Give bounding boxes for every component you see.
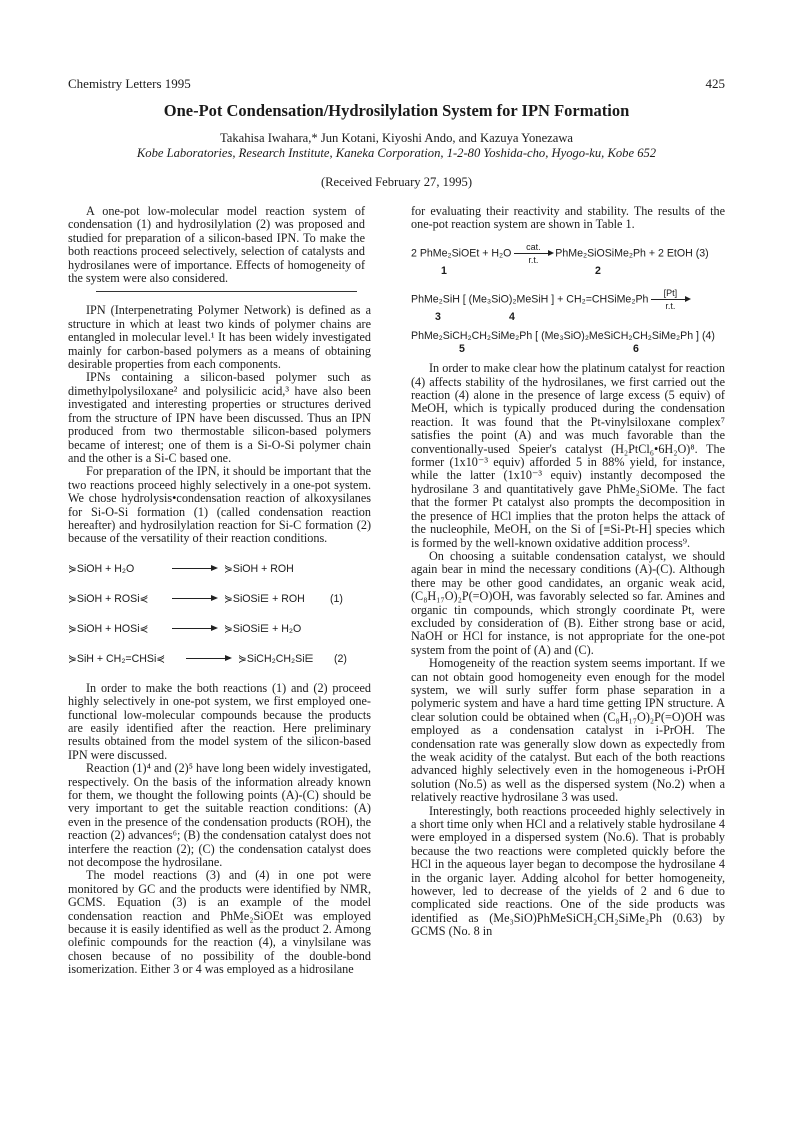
scheme-row xyxy=(68,584,371,614)
compound-label: 2 xyxy=(595,264,601,277)
scheme-lhs: ⋟SiOH + HOSi⋞ xyxy=(68,622,149,635)
scheme-row xyxy=(68,644,371,674)
scheme-row xyxy=(68,614,371,644)
arrow-icon xyxy=(172,568,216,569)
arrow-icon xyxy=(651,299,689,300)
eq4-arrow-bottom: r.t. xyxy=(665,300,676,311)
compound-label: 1 xyxy=(441,264,447,277)
scheme-lhs: ⋟SiOH + ROSi⋞ xyxy=(68,592,149,605)
eq3-arrow-bottom: r.t. xyxy=(528,254,539,265)
equation-3 xyxy=(411,242,725,278)
eq3-rhs: PhMe₂SiOSiMe₂Ph + 2 EtOH xyxy=(555,247,693,260)
right-column xyxy=(411,205,725,939)
paragraph: In order to make clear how the platinum catalyst for reaction (4) affects stability of the hydrosilanes, we first carried out the reaction (4) alone in the presence of large excess (5 equiv) of MeOH, which is typically produced during the condensation reaction. It was found that the Pt-vinylsiloxane complex⁷ satisfies the point (A) and was much favorable than the conventionally-used Speier's catalyst (H₂PtCl₆•6H₂O)⁸. The former (1x10⁻³ equiv) afforded 5 in 88% yield, for instance, while the latter (1x10⁻³ equiv) instantly decomposed the hydrosilane 3 and quantitatively gave PhMe₂SiOMe. The fact that the former Pt catalyst also prompts the decomposition in the presence of HCl implies that the proton helps the attack of the nucleophile, MeOH, on the Si of [≡Si-Pt-H] species which is formed by the well-known oxidative addition process⁹. xyxy=(411,361,725,550)
eq3-arrow-top: cat. xyxy=(526,241,541,252)
scheme-lhs: ⋟SiOH + H₂O xyxy=(68,562,135,575)
paragraph: IPNs containing a silicon-based polymer such as dimethylpolysiloxane² and polysilicic acid,³ have also been investigated and interesting properties or structures derived from the structure of IPN have been discussed. Thus an IPN produced from two thermostable silicon-based polymers became of interest; one of them is a Si-O-Si polymer chain and the other is a Si-C based one. xyxy=(68,370,371,465)
scheme-rhs: ⋟SiOSi⋿ + ROH xyxy=(224,592,305,605)
left-column xyxy=(68,205,371,977)
scheme-rhs: ⋟SiOH + ROH xyxy=(224,562,294,575)
equation-number: (3) xyxy=(695,247,709,260)
compound-label: 5 xyxy=(459,343,465,356)
eq4-arrow xyxy=(651,288,689,311)
paragraph: The model reactions (3) and (4) in one pot were monitored by GC and the products were identified by NMR, GCMS. Equation (3) is an example of the model condensation reaction and PhMe₂SiOEt was employed because it is easily identified as well as the product 2. Among olefinic compounds for the reaction (4), a vinylsilane was chosen because of no possibility of the double-bond isomerization. Either 3 or 4 was employed as a hidrosilane xyxy=(68,868,371,977)
equation-number: (4) xyxy=(701,329,715,342)
paper-title: One-Pot Condensation/Hydrosilylation System for IPN Formation xyxy=(163,101,630,120)
arrow-icon xyxy=(172,598,216,599)
paragraph: Reaction (1)⁴ and (2)⁵ have long been widely investigated, respectively. On the basis of the information already known for them, we thought the following points (A)-(C) should be very important to get the suitable reaction conditions: (A) even in the presence of the condensation products (ROH), the reaction (2) advances⁶; (B) the condensation catalyst does not interfere the reaction (2); (C) the condensation catalyst does not decompose the hydrosilane. xyxy=(68,761,371,870)
eq4-arrow-top: [Pt] xyxy=(663,287,678,298)
paragraph: On choosing a suitable condensation catalyst, we should again bear in mind the necessary conditions (A)-(C). Although there may be other good candidates, an organic weak acid, (C₈H₁₇O)₂P(=O)OH, was favorably selected so far. Amines and organic tin compounds, which strongly coordinate Pt, were excluded by consideration of (B). Either strong base or acid, NaOH or HCl for instance, is not appropriate for the one-pot system from the point of (A) and (C). xyxy=(411,548,725,657)
arrow-icon xyxy=(514,253,552,254)
equation-4 xyxy=(411,288,725,356)
compound-label: 3 xyxy=(435,310,441,323)
scheme-rhs: ⋟SiOSi⋿ + H₂O xyxy=(224,622,302,635)
paragraph: In order to make the both reactions (1) and (2) proceed highly selectively in one-pot system, we first employed one-functional low-molecular compounds because the products are easily identified after the reaction. Here preliminary results obtained from the model system of the silicon-based IPN were discussed. xyxy=(68,680,371,762)
equation-number: (2) xyxy=(334,652,347,665)
eq3-arrow xyxy=(514,242,552,265)
scheme-rhs: ⋟SiCH₂CH₂Si⋿ xyxy=(238,652,314,665)
affiliation: Kobe Laboratories, Research Institute, Kaneka Corporation, 1-2-80 Yoshida-cho, Hyogo-ku, Kobe 652 xyxy=(136,146,657,160)
author-list: Takahisa Iwahara,* Jun Kotani, Kiyoshi Ando, and Kazuya Yonezawa xyxy=(219,131,574,145)
eq3-lhs: 2 PhMe₂SiOEt + H₂O xyxy=(411,247,512,260)
paragraph: Interestingly, both reactions proceeded highly selectively in a short time only when HCl and a relatively stable hydrosilane 4 were employed in a dispersed system (No.6). That is probably because the two reactions were completed quickly before the HCl in the aqueous layer began to decompose the hydrosilane 4 in the organic layer. Adding alcohol for better homogeneity, however, led to decrease of the yields of 2 and 6 due to complicated side reactions. One of the side products was identified as (Me₃SiO)PhMeSiCH₂CH₂SiMe₂Ph (0.63) by GCMS (No. 8 in xyxy=(411,803,725,939)
reaction-scheme xyxy=(68,554,371,674)
arrow-icon xyxy=(186,658,230,659)
eq4-lhs: PhMe₂SiH [ (Me₃SiO)₂MeSiH ] + CH₂=CHSiMe₂Ph xyxy=(411,293,649,306)
page-number: 425 xyxy=(705,76,725,91)
abstract: A one-pot low-molecular model reaction system of condensation (1) and hydrosilylation (2) was proposed and studied for preparation of a silicon-based IPN. To make the both reactions proceed selectively, selection of catalysts and hydrosilanes were of importance. Effects of homogeneity of the system were also considered. xyxy=(68,204,365,286)
paragraph: Homogeneity of the reaction system seems important. If we can not obtain good homogeneity even enough for the model system, we will surly suffer form phase separation in a polymeric system and have a hard time getting IPN structure. A clear solution could be obtained when (C₈H₁₇O)₂P(=O)OH was employed as a condensation catalyst in i-PrOH. The condensation rate was generally slow down as expectedly from the weak acidity of the catalyst. But each of the both reactions advanced highly selectively even in the homogeneous i-PrOH solution (No.5) as well as the dispersed system (No.2) when a relatively reactive hydrosilane 3 was used. xyxy=(411,656,725,805)
scheme-row xyxy=(68,554,371,584)
eq4-rhs: PhMe₂SiCH₂CH₂SiMe₂Ph [ (Me₃SiO)₂MeSiCH₂CH₂SiMe₂Ph ] xyxy=(411,329,699,342)
paragraph: for evaluating their reactivity and stability. The results of the one-pot reaction system are shown in Table 1. xyxy=(411,204,725,232)
compound-label: 4 xyxy=(509,310,515,323)
paragraph: For preparation of the IPN, it should be important that the two reactions proceed highly selectively in a one-pot system. We chose hydrolysis•condensation reaction of alkoxysilanes for Si-O-Si formation (1) (called condensation reaction hereafter) and hydrosilylation reaction for Si-C formation (2) because of the versatility of their reaction conditions. xyxy=(68,464,371,546)
arrow-icon xyxy=(172,628,216,629)
compound-label: 6 xyxy=(633,343,639,356)
paragraph: IPN (Interpenetrating Polymer Network) is defined as a structure in which at least two kinds of polymer chains are entangled in molecular level.¹ It has been widely investigated mainly for carbon-based polymers as a means of obtaining desirable properties from each components. xyxy=(68,303,371,372)
equation-number: (1) xyxy=(330,592,343,605)
scheme-lhs: ⋟SiH + CH₂=CHSi⋞ xyxy=(68,652,166,665)
journal-header: Chemistry Letters 1995 xyxy=(68,76,191,91)
received-date: (Received February 27, 1995) xyxy=(320,175,473,189)
abstract-divider xyxy=(96,291,357,292)
